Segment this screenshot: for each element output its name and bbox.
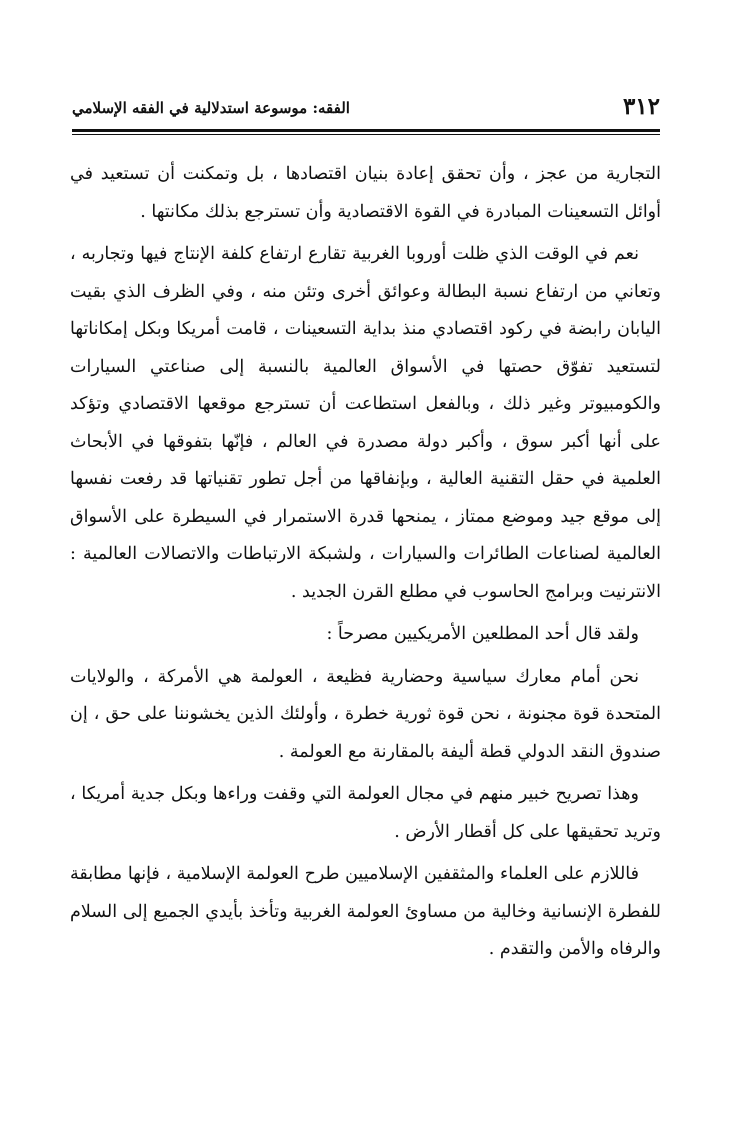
body-text — [70, 156, 661, 969]
paragraph: التجارية من عجز ، وأن تحقق إعادة بنيان اقتصادها ، بل وتمكنت أن تستعيد في أوائل التسعينات المبادرة في القوة الاقتصادية وأن تسترجع بذلك مكانتها . — [70, 164, 661, 222]
header-rule-thick — [72, 129, 660, 132]
paragraph: ولقد قال أحد المطلعين الأمريكيين مصرحاً : — [326, 624, 639, 644]
paragraph: وهذا تصريح خبير منهم في مجال العولمة التي وقفت وراءها وبكل جدية أمريكا ، وتريد تحقيقها على كل أقطار الأرض . — [70, 784, 661, 842]
paragraph: نعم في الوقت الذي ظلت أوروبا الغربية تقارع ارتفاع كلفة الإنتاج فيها وتجاربه ، وتعاني من ارتفاع نسبة البطالة وعوائق أخرى وتئن منه ، وفي الظرف الذي بقيت اليابان رابضة في ركود اقتصادي منذ بداية التسعينات ، قامت أمريكا وبكل إمكاناتها لتستعيد تفوّق حصتها في الأسواق العالمية بالنسبة إلى صناعتي السيارات والكومبيوتر وغير ذلك ، وبالفعل استطاعت أن تسترجع موقعها الاقتصادي وتؤكد على أنها أكبر سوق ، وأكبر دولة مصدرة في العالم ، فإنّها بتفوقها في الأبحاث العلمية في حقل التقنية العالية ، وبإنفاقها من أجل تطور تقنياتها قد رفعت نفسها إلى موقع جيد وموضع ممتاز ، يمنحها قدرة الاستمرار في السيطرة على الأسواق العالمية لصناعات الطائرات والسيارات ، ولشبكة الارتباطات والاتصالات العالمية : الانترنيت وبرامج الحاسوب في مطلع القرن الجديد . — [70, 244, 661, 602]
page-header — [72, 92, 660, 126]
header-rule-thin — [72, 134, 660, 135]
quote-paragraph: نحن أمام معارك سياسية وحضارية فظيعة ، العولمة هي الأمركة ، والولايات المتحدة قوة مجنونة ، نحن قوة ثورية خطرة ، وأولئك الذين يخشوننا على حق ، إن صندوق النقد الدولي قطة أليفة بالمقارنة مع العولمة . — [70, 666, 661, 762]
page-number: ٣١٢ — [622, 93, 660, 120]
running-title: الفقه: موسوعة استدلالية في الفقه الإسلامي — [72, 99, 350, 117]
paragraph: فاللازم على العلماء والمثقفين الإسلاميين طرح العولمة الإسلامية ، فإنها مطابقة للفطرة الإنسانية وخالية من مساوئ العولمة الغربية وتأخذ بأيدي الجميع إلى السلام والرفاه والأمن والتقدم . — [70, 864, 661, 959]
